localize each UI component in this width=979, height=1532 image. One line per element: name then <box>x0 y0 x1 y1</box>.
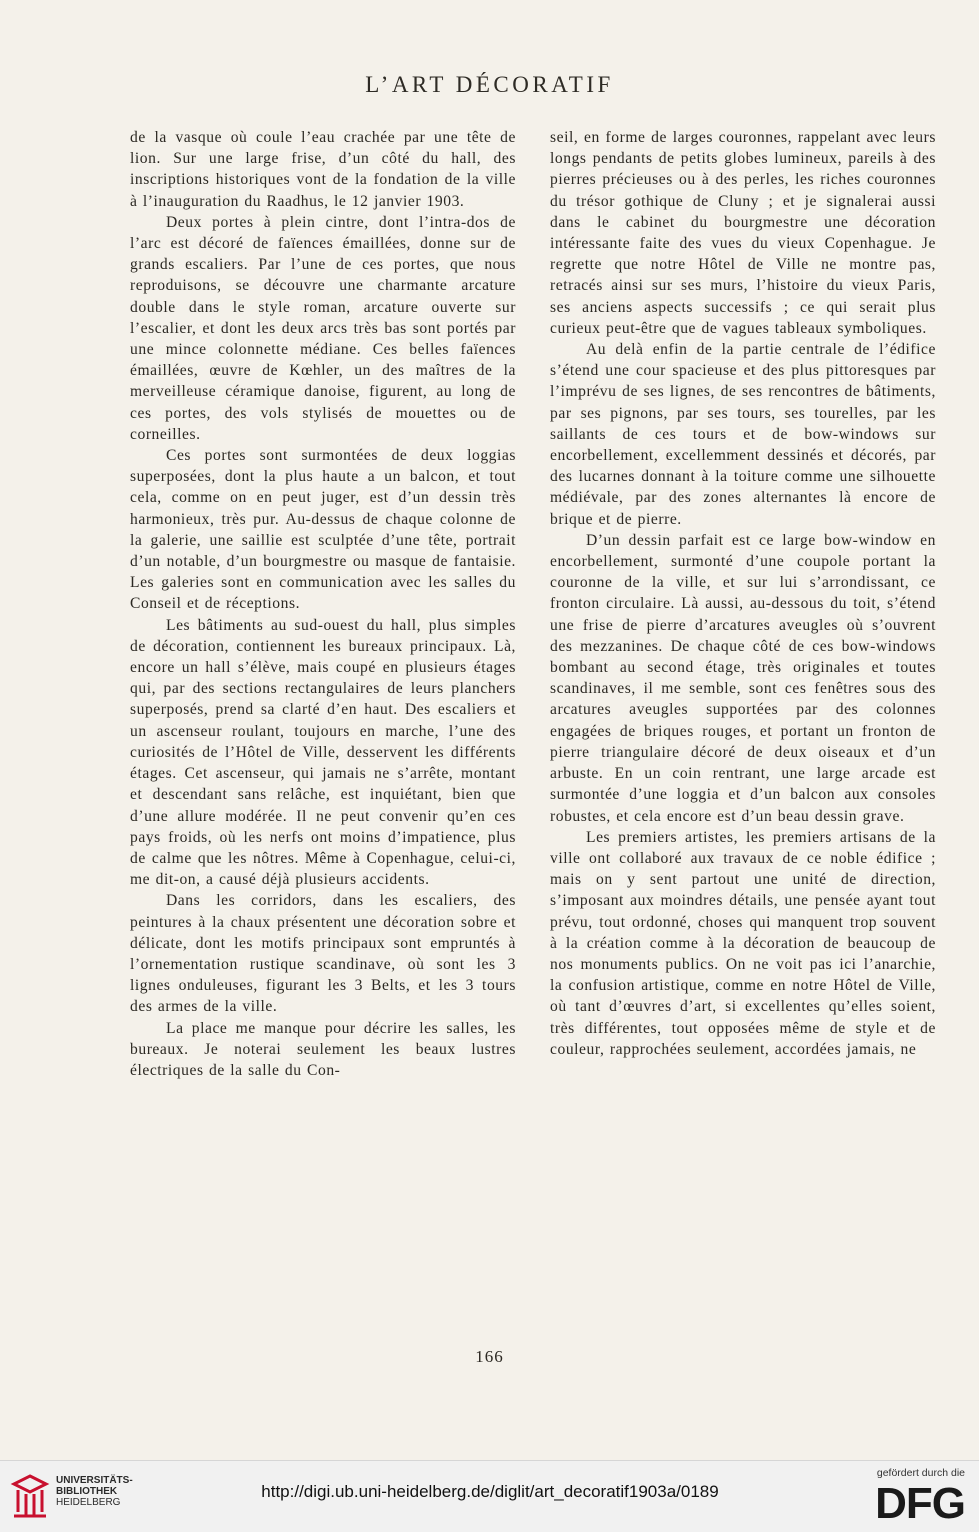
paragraph: Les premiers artistes, les premiers artisans de la ville ont collaboré aux travaux de ce noble édifice ; mais on y sent partout une unité de direction, s’imposant aux moindres détails, une pensée ayant tout prévu, tout ordonné, choses qui manquent trop souvent à la création comme à la décoration de beaucoup de nos monuments publics. On ne voit pas ici l’anarchie, la confusion artistique, comme en notre Hôtel de Ville, où tant d’œuvres d’art, si excellentes qu’elles soient, très différentes, tout opposées même de style et de couleur, rapprochées seulement, accordées jamais, ne <box>550 828 936 1058</box>
right-column <box>550 127 936 1060</box>
paragraph: La place me manque pour décrire les salles, les bureaux. Je noterai seulement les beaux lustres électriques de la salle du Con- <box>130 1019 516 1079</box>
digitization-footer <box>0 1460 979 1532</box>
page-number: 166 <box>475 1347 504 1366</box>
paragraph: Au delà enfin de la partie centrale de l’édifice s’étend une cour spacieuse et des plus pittoresques par l’imprévu de ses lignes, de ses rencontres de bâtiments, par ses pignons, par ses tours, ses tourelles, par les saillants de ces tours et de bow-windows sur encorbellement, excellemment dessinés et décorés, par des lucarnes donnant à la toiture comme une silhouette médiévale, par des zones alternantes là encore de brique et de pierre. <box>550 341 936 528</box>
paragraph: Ces portes sont surmontées de deux loggias superposées, dont la plus haute a un balcon, et tout cela, comme on en peut juger, est d’un dessin très harmonieux, très pur. Au-dessus de chaque colonne de la galerie, une saillie est sculptée d’une tête, portrait d’un notable, d’un bourgmestre ou masque de fantaisie. Les galeries sont en communication avec les salles du Conseil et de réceptions. <box>130 447 516 613</box>
running-head: L’ART DÉCORATIF <box>365 72 614 97</box>
dfg-logo: DFG <box>875 1479 965 1528</box>
paragraph: Les bâtiments au sud-ouest du hall, plus simples de décoration, contiennent les bureaux principaux. Là, encore un hall s’élève, mais coupé en plusieurs étages qui, par des sections rectangulaires de leurs planchers superposés, prend sa clarté d’en haut. Des escaliers et un ascenseur roulant, toujours en marche, l’une des curiosités de l’Hôtel de Ville, desservent les différents étages. Cet ascenseur, qui jamais ne s’arrête, montant et descendant sans relâche, est inquiétant, bien que d’une allure modérée. Il ne peut convenir qu’en ces pays froids, où les nerfs ont moins d’impatience, plus de calme que les nôtres. Même à Copenhague, celui-ci, me dit-on, a causé déjà plusieurs accidents. <box>130 616 516 889</box>
funded-by-label: gefördert durch die <box>876 1467 965 1479</box>
paragraph: Dans les corridors, dans les escaliers, des peintures à la chaux présentent une décoration sobre et délicate, dont les motifs principaux sont empruntés à l’ornementation rustique scandinave, où sont les 3 lignes onduleuses, figurant les 3 Belts, et les 3 tours des armes de la ville. <box>130 892 516 1016</box>
paragraph: de la vasque où coule l’eau crachée par une tête de lion. Sur une large frise, d’un côté du hall, des inscriptions historiques vont de la fondation de la ville à l’inauguration du Raadhus, le 12 janvier 1903. <box>130 129 516 210</box>
university-library-logo-icon <box>8 1472 52 1522</box>
paragraph: seil, en forme de larges couronnes, rappelant avec leurs longs pendants de petits globes lumineux, pareils à des pierres précieuses ou à des perles, les riches couronnes du trésor gothique de Cluny ; et je signalerai aussi dans le cabinet du bourgmestre une décoration intéressante faite des vues du vieux Copenhague. Je regrette que notre Hôtel de Ville ne montre pas, retracés ainsi sur ses murs, l’histoire du vieux Paris, ses anciens aspects successifs ; ce qui serait plus curieux peut-être que de vagues tableaux symboliques. <box>550 129 936 337</box>
permalink-url[interactable]: http://digi.ub.uni-heidelberg.de/diglit/art_decoratif1903a/0189 <box>261 1482 719 1501</box>
paragraph: Deux portes à plein cintre, dont l’intra-dos de l’arc est décoré de faïences émaillées, donne sur de grands escaliers. Par l’une de ces portes, que nous reproduisons, se découvre une charmante arcature double dans le style roman, arcature ouverte sur l’escalier, et dont les deux arcs très bas sont portés par une mince colonnette médiane. Ces belles faïences émaillées, œuvre de Kœhler, un des maîtres de la merveilleuse céramique danoise, figurent, au long de ces portes, des vols stylisés de mouettes ou de corneilles. <box>130 213 516 443</box>
paragraph: D’un dessin parfait est ce large bow-window en encorbellement, surmonté d’une coupole portant la couronne de la ville, et sur lui s’arrondissant, ce fronton circulaire. Là aussi, au-dessous du toit, s’étend une frise de pierre d’arcatures aveugles où s’ouvrent des mezzanines. De chaque côté de ces bow-windows bombant au second étage, très originales et toutes scandinaves, il me semble, sont ces fenêtres sous des arcatures aveugles supportées par des colonnes engagées de briques rouges, et portant un fronton de pierre triangulaire décoré de deux oiseaux et d’un arbuste. En un coin rentrant, une large arcade est surmontée d’une loggia et d’un balcon aux consoles robustes, et cela encore est d’un beau dessin grave. <box>550 531 936 825</box>
left-column <box>130 127 516 1081</box>
institution-name: UNIVERSITÄTS- BIBLIOTHEK HEIDELBERG <box>56 1475 133 1508</box>
